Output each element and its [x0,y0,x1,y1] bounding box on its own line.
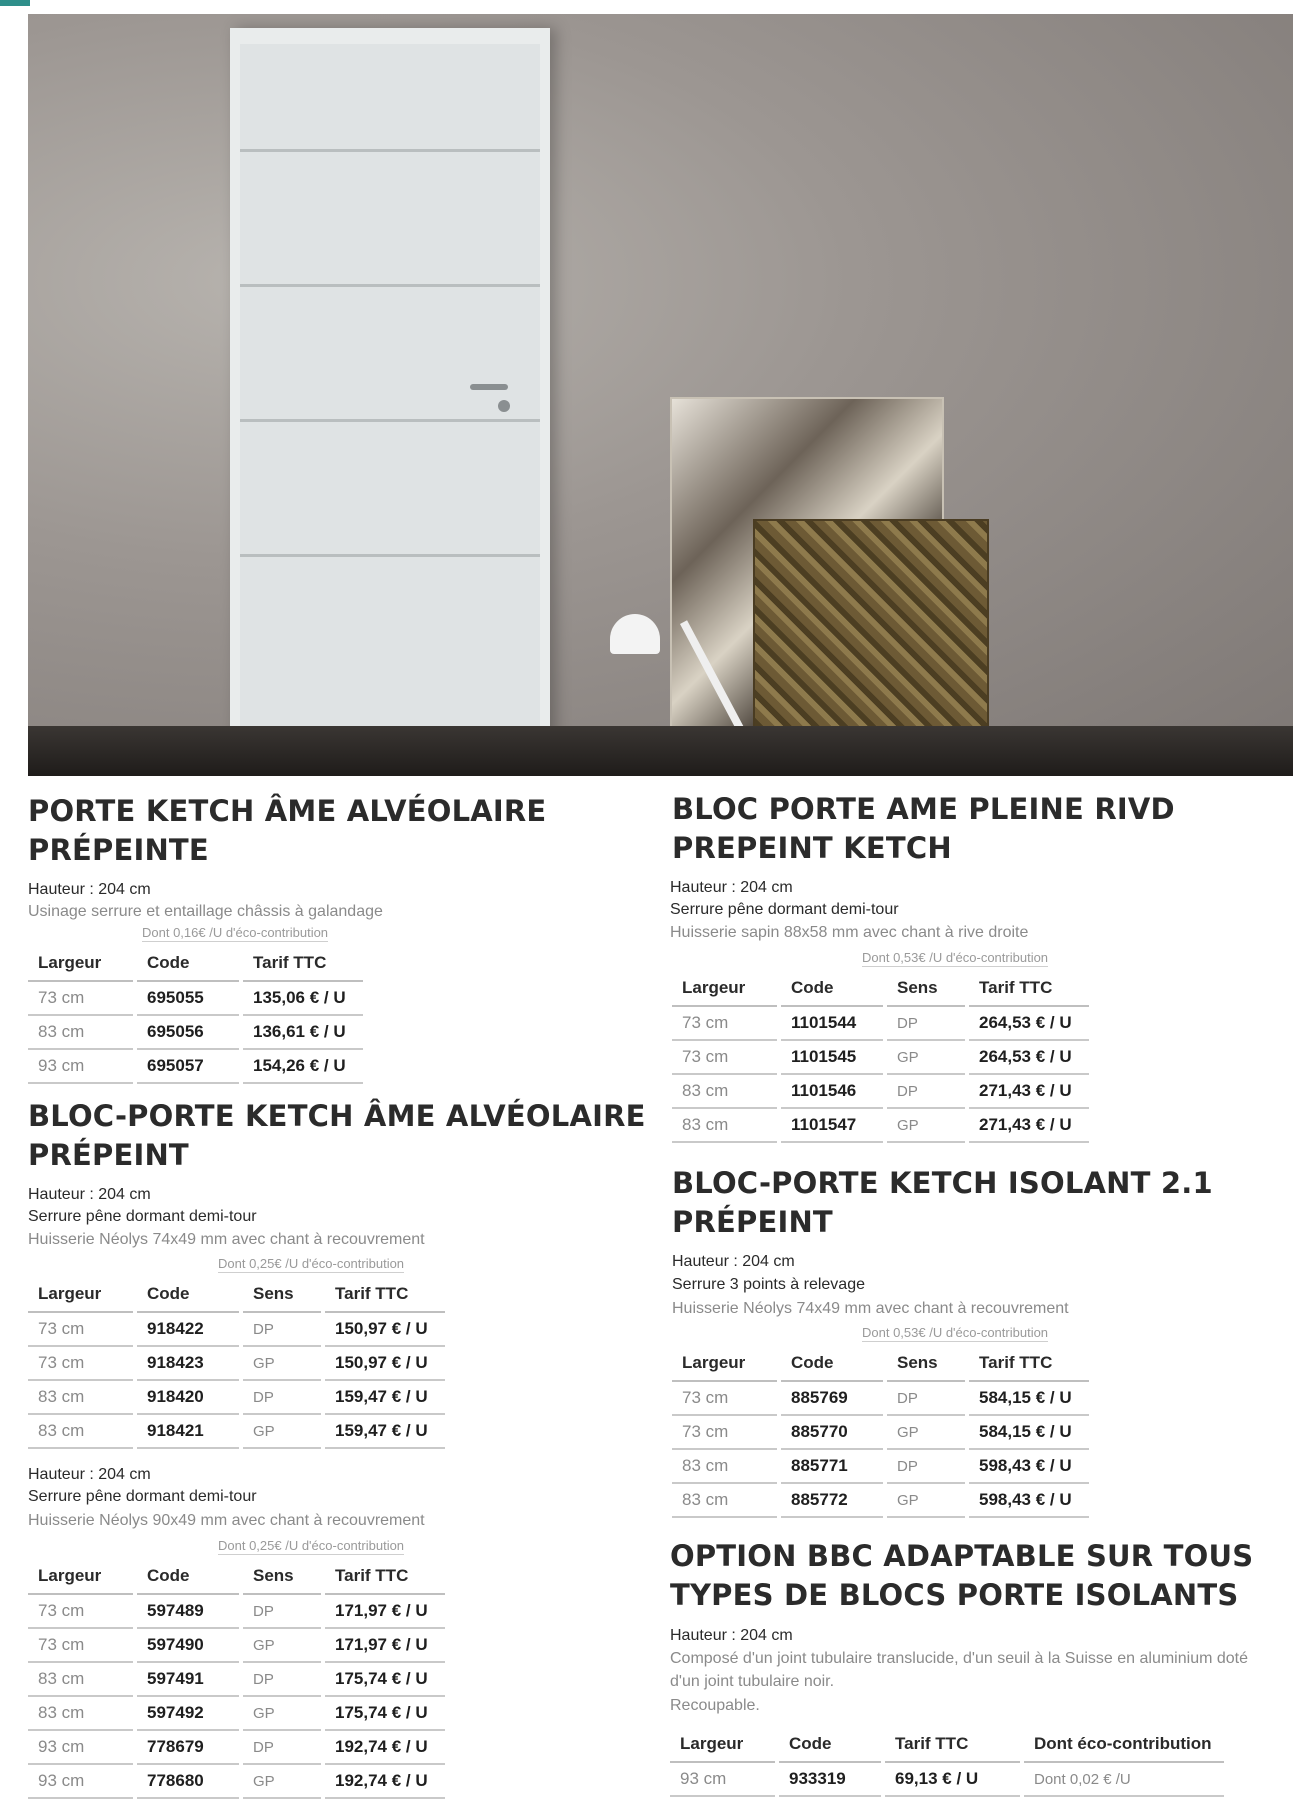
table-row [28,1764,445,1798]
table-row [670,1762,1224,1796]
table-header-row [28,1277,445,1312]
price-table-s5 [670,1727,1224,1797]
cell-largeur: 73 cm [672,1381,779,1415]
table-row [28,1312,445,1346]
cell-largeur: 83 cm [28,1414,135,1448]
cell-largeur: 73 cm [28,1312,135,1346]
cell-tarif: 135,06 € / U [241,981,363,1015]
cell-sens: DP [885,1381,967,1415]
corner-accent-tab [0,0,30,6]
cell-code: 695055 [135,981,241,1015]
col-header-tarif: Tarif TTC [883,1727,1022,1762]
cell-tarif: 175,74 € / U [323,1662,445,1696]
col-header-tarif: Tarif TTC [323,1277,445,1312]
table-row [672,1381,1089,1415]
section-title-bloc-porte-rivd: BLOC PORTE AME PLEINE RIVD PREPEINT KETCH [672,792,1175,865]
cell-largeur: 93 cm [28,1049,135,1083]
lock-text: Serrure 3 points à relevage [672,1276,865,1293]
cell-tarif: 271,43 € / U [967,1108,1089,1142]
cell-tarif: 175,74 € / U [323,1696,445,1730]
description-text: Composé d'un joint tubulaire translucide, d'un seuil à la Suisse en aluminium doté [670,1650,1248,1667]
door-handle-icon [470,384,508,390]
table-header-row [672,971,1089,1006]
price-table-s4 [672,1346,1089,1518]
section-title-option-bbc: OPTION BBC ADAPTABLE SUR TOUS TYPES DE BLOCS PORTE ISOLANTS [670,1539,1254,1612]
cell-largeur: 93 cm [28,1764,135,1798]
price-table-s2b [28,1559,445,1799]
cell-tarif: 584,15 € / U [967,1415,1089,1449]
cell-sens: DP [885,1449,967,1483]
col-header-tarif: Tarif TTC [967,1346,1089,1381]
cell-tarif: 159,47 € / U [323,1380,445,1414]
section-title-bloc-porte-isolant: BLOC-PORTE KETCH ISOLANT 2.1 PRÉPEINT [672,1166,1213,1239]
recoupable-text: Recoupable. [670,1697,760,1714]
col-header-largeur: Largeur [28,946,135,981]
cell-largeur: 73 cm [672,1006,779,1040]
cell-sens: DP [241,1594,323,1628]
col-header-sens: Sens [241,1277,323,1312]
cell-tarif: 264,53 € / U [967,1006,1089,1040]
cell-tarif: 271,43 € / U [967,1074,1089,1108]
price-table-s1 [28,946,363,1084]
eco-contribution-text: Dont 0,16€ /U d'éco-contribution [142,925,329,940]
price-table-s2a [28,1277,445,1449]
cell-tarif: 69,13 € / U [883,1762,1022,1796]
table-row [672,1449,1089,1483]
table-row [672,1074,1089,1108]
cell-largeur: 73 cm [672,1040,779,1074]
table-row [28,1414,445,1448]
cell-sens: DP [241,1662,323,1696]
cell-largeur: 83 cm [28,1662,135,1696]
cell-code: 885772 [779,1483,885,1517]
frame-text: Huisserie Néolys 90x49 mm avec chant à recouvrement [28,1512,425,1529]
cell-tarif: 159,47 € / U [323,1414,445,1448]
cell-sens: DP [241,1730,323,1764]
col-header-largeur: Largeur [672,1346,779,1381]
height-text: Hauteur : 204 cm [28,1466,151,1483]
eco-contribution-text: Dont 0,25€ /U d'éco-contribution [218,1538,405,1553]
cell-largeur: 83 cm [672,1483,779,1517]
table-row [28,981,363,1015]
cell-sens: DP [241,1380,323,1414]
cell-sens: GP [241,1414,323,1448]
table-row [28,1346,445,1380]
cell-largeur: 83 cm [28,1696,135,1730]
door-lock-icon [498,400,510,412]
cell-code: 597491 [135,1662,241,1696]
cell-code: 597492 [135,1696,241,1730]
col-header-eco: Dont éco-contribution [1022,1727,1224,1762]
table-row [672,1006,1089,1040]
table-row [28,1730,445,1764]
height-text: Hauteur : 204 cm [670,879,793,896]
table-row [28,1380,445,1414]
cell-code: 885769 [779,1381,885,1415]
section-title-porte-ketch: PORTE KETCH ÂME ALVÉOLAIRE PRÉPEINTE [28,794,547,867]
cell-sens: GP [241,1346,323,1380]
cell-code: 597489 [135,1594,241,1628]
table-header-row [28,1559,445,1594]
cell-largeur: 73 cm [28,1628,135,1662]
textured-artwork [753,519,989,748]
eco-contribution-text: Dont 0,25€ /U d'éco-contribution [218,1256,405,1271]
table-row [28,1594,445,1628]
frame-text: Huisserie Néolys 74x49 mm avec chant à recouvrement [28,1231,425,1248]
cell-largeur: 73 cm [28,981,135,1015]
cell-largeur: 93 cm [28,1730,135,1764]
lock-text: Serrure pêne dormant demi-tour [670,901,899,918]
cell-largeur: 83 cm [672,1449,779,1483]
table-row [672,1108,1089,1142]
frame-text: Huisserie sapin 88x58 mm avec chant à rive droite [670,924,1029,941]
cell-tarif: 154,26 € / U [241,1049,363,1083]
door-illustration [240,44,540,744]
cell-code: 597490 [135,1628,241,1662]
col-header-sens: Sens [885,971,967,1006]
table-header-row [28,946,363,981]
table-row [28,1662,445,1696]
cell-code: 918422 [135,1312,241,1346]
cell-sens: GP [885,1415,967,1449]
cell-largeur: 83 cm [672,1108,779,1142]
cell-tarif: 192,74 € / U [323,1730,445,1764]
cell-largeur: 83 cm [672,1074,779,1108]
description-text: Usinage serrure et entaillage châssis à galandage [28,903,383,920]
eco-contribution-text: Dont 0,53€ /U d'éco-contribution [862,1325,1049,1340]
cell-largeur: 93 cm [670,1762,777,1796]
cell-sens: DP [885,1074,967,1108]
cell-tarif: 192,74 € / U [323,1764,445,1798]
cell-code: 695057 [135,1049,241,1083]
table-row [28,1049,363,1083]
cell-code: 1101547 [779,1108,885,1142]
cell-code: 885771 [779,1449,885,1483]
col-header-largeur: Largeur [28,1277,135,1312]
table-row [28,1696,445,1730]
col-header-largeur: Largeur [672,971,779,1006]
col-header-tarif: Tarif TTC [241,946,363,981]
cell-code: 918420 [135,1380,241,1414]
hero-product-photo [28,14,1293,776]
table-row [672,1040,1089,1074]
col-header-tarif: Tarif TTC [967,971,1089,1006]
cell-tarif: 598,43 € / U [967,1449,1089,1483]
cell-largeur: 73 cm [672,1415,779,1449]
col-header-code: Code [779,971,885,1006]
cell-sens: DP [241,1312,323,1346]
table-row [28,1015,363,1049]
table-row [672,1415,1089,1449]
cell-largeur: 83 cm [28,1380,135,1414]
cell-code: 778679 [135,1730,241,1764]
cell-sens: GP [241,1764,323,1798]
section-title-bloc-porte-alveolaire: BLOC-PORTE KETCH ÂME ALVÉOLAIRE PRÉPEINT [28,1099,646,1172]
cell-tarif: 171,97 € / U [323,1594,445,1628]
col-header-sens: Sens [885,1346,967,1381]
cell-sens: GP [885,1108,967,1142]
height-text: Hauteur : 204 cm [670,1627,793,1644]
table-header-row [672,1346,1089,1381]
eco-contribution-text: Dont 0,53€ /U d'éco-contribution [862,950,1049,965]
cell-sens: GP [885,1040,967,1074]
cell-code: 695056 [135,1015,241,1049]
floor [28,726,1293,776]
frame-text: Huisserie Néolys 74x49 mm avec chant à recouvrement [672,1300,1069,1317]
col-header-code: Code [135,1559,241,1594]
cell-largeur: 73 cm [28,1346,135,1380]
col-header-code: Code [135,1277,241,1312]
cell-tarif: 598,43 € / U [967,1483,1089,1517]
cell-code: 1101544 [779,1006,885,1040]
col-header-code: Code [779,1346,885,1381]
cell-largeur: 83 cm [28,1015,135,1049]
cell-tarif: 150,97 € / U [323,1346,445,1380]
col-header-code: Code [777,1727,883,1762]
cell-tarif: 136,61 € / U [241,1015,363,1049]
cell-eco: Dont 0,02 € /U [1022,1762,1224,1796]
cell-code: 918423 [135,1346,241,1380]
col-header-code: Code [135,946,241,981]
cell-code: 933319 [777,1762,883,1796]
price-table-s3 [672,971,1089,1143]
col-header-largeur: Largeur [28,1559,135,1594]
description-text-cont: d'un joint tubulaire noir. [670,1673,835,1690]
cell-code: 778680 [135,1764,241,1798]
lamp-icon [610,614,660,654]
col-header-sens: Sens [241,1559,323,1594]
col-header-largeur: Largeur [670,1727,777,1762]
col-header-tarif: Tarif TTC [323,1559,445,1594]
cell-code: 1101545 [779,1040,885,1074]
table-row [28,1628,445,1662]
cell-tarif: 264,53 € / U [967,1040,1089,1074]
cell-code: 885770 [779,1415,885,1449]
lock-text: Serrure pêne dormant demi-tour [28,1488,257,1505]
cell-sens: GP [241,1696,323,1730]
cell-sens: GP [885,1483,967,1517]
height-text: Hauteur : 204 cm [28,1186,151,1203]
cell-tarif: 150,97 € / U [323,1312,445,1346]
table-row [672,1483,1089,1517]
cell-sens: DP [885,1006,967,1040]
cell-code: 1101546 [779,1074,885,1108]
height-text: Hauteur : 204 cm [672,1253,795,1270]
table-header-row [670,1727,1224,1762]
cell-tarif: 171,97 € / U [323,1628,445,1662]
cell-code: 918421 [135,1414,241,1448]
height-text: Hauteur : 204 cm [28,881,151,898]
lock-text: Serrure pêne dormant demi-tour [28,1208,257,1225]
cell-largeur: 73 cm [28,1594,135,1628]
cell-tarif: 584,15 € / U [967,1381,1089,1415]
cell-sens: GP [241,1628,323,1662]
